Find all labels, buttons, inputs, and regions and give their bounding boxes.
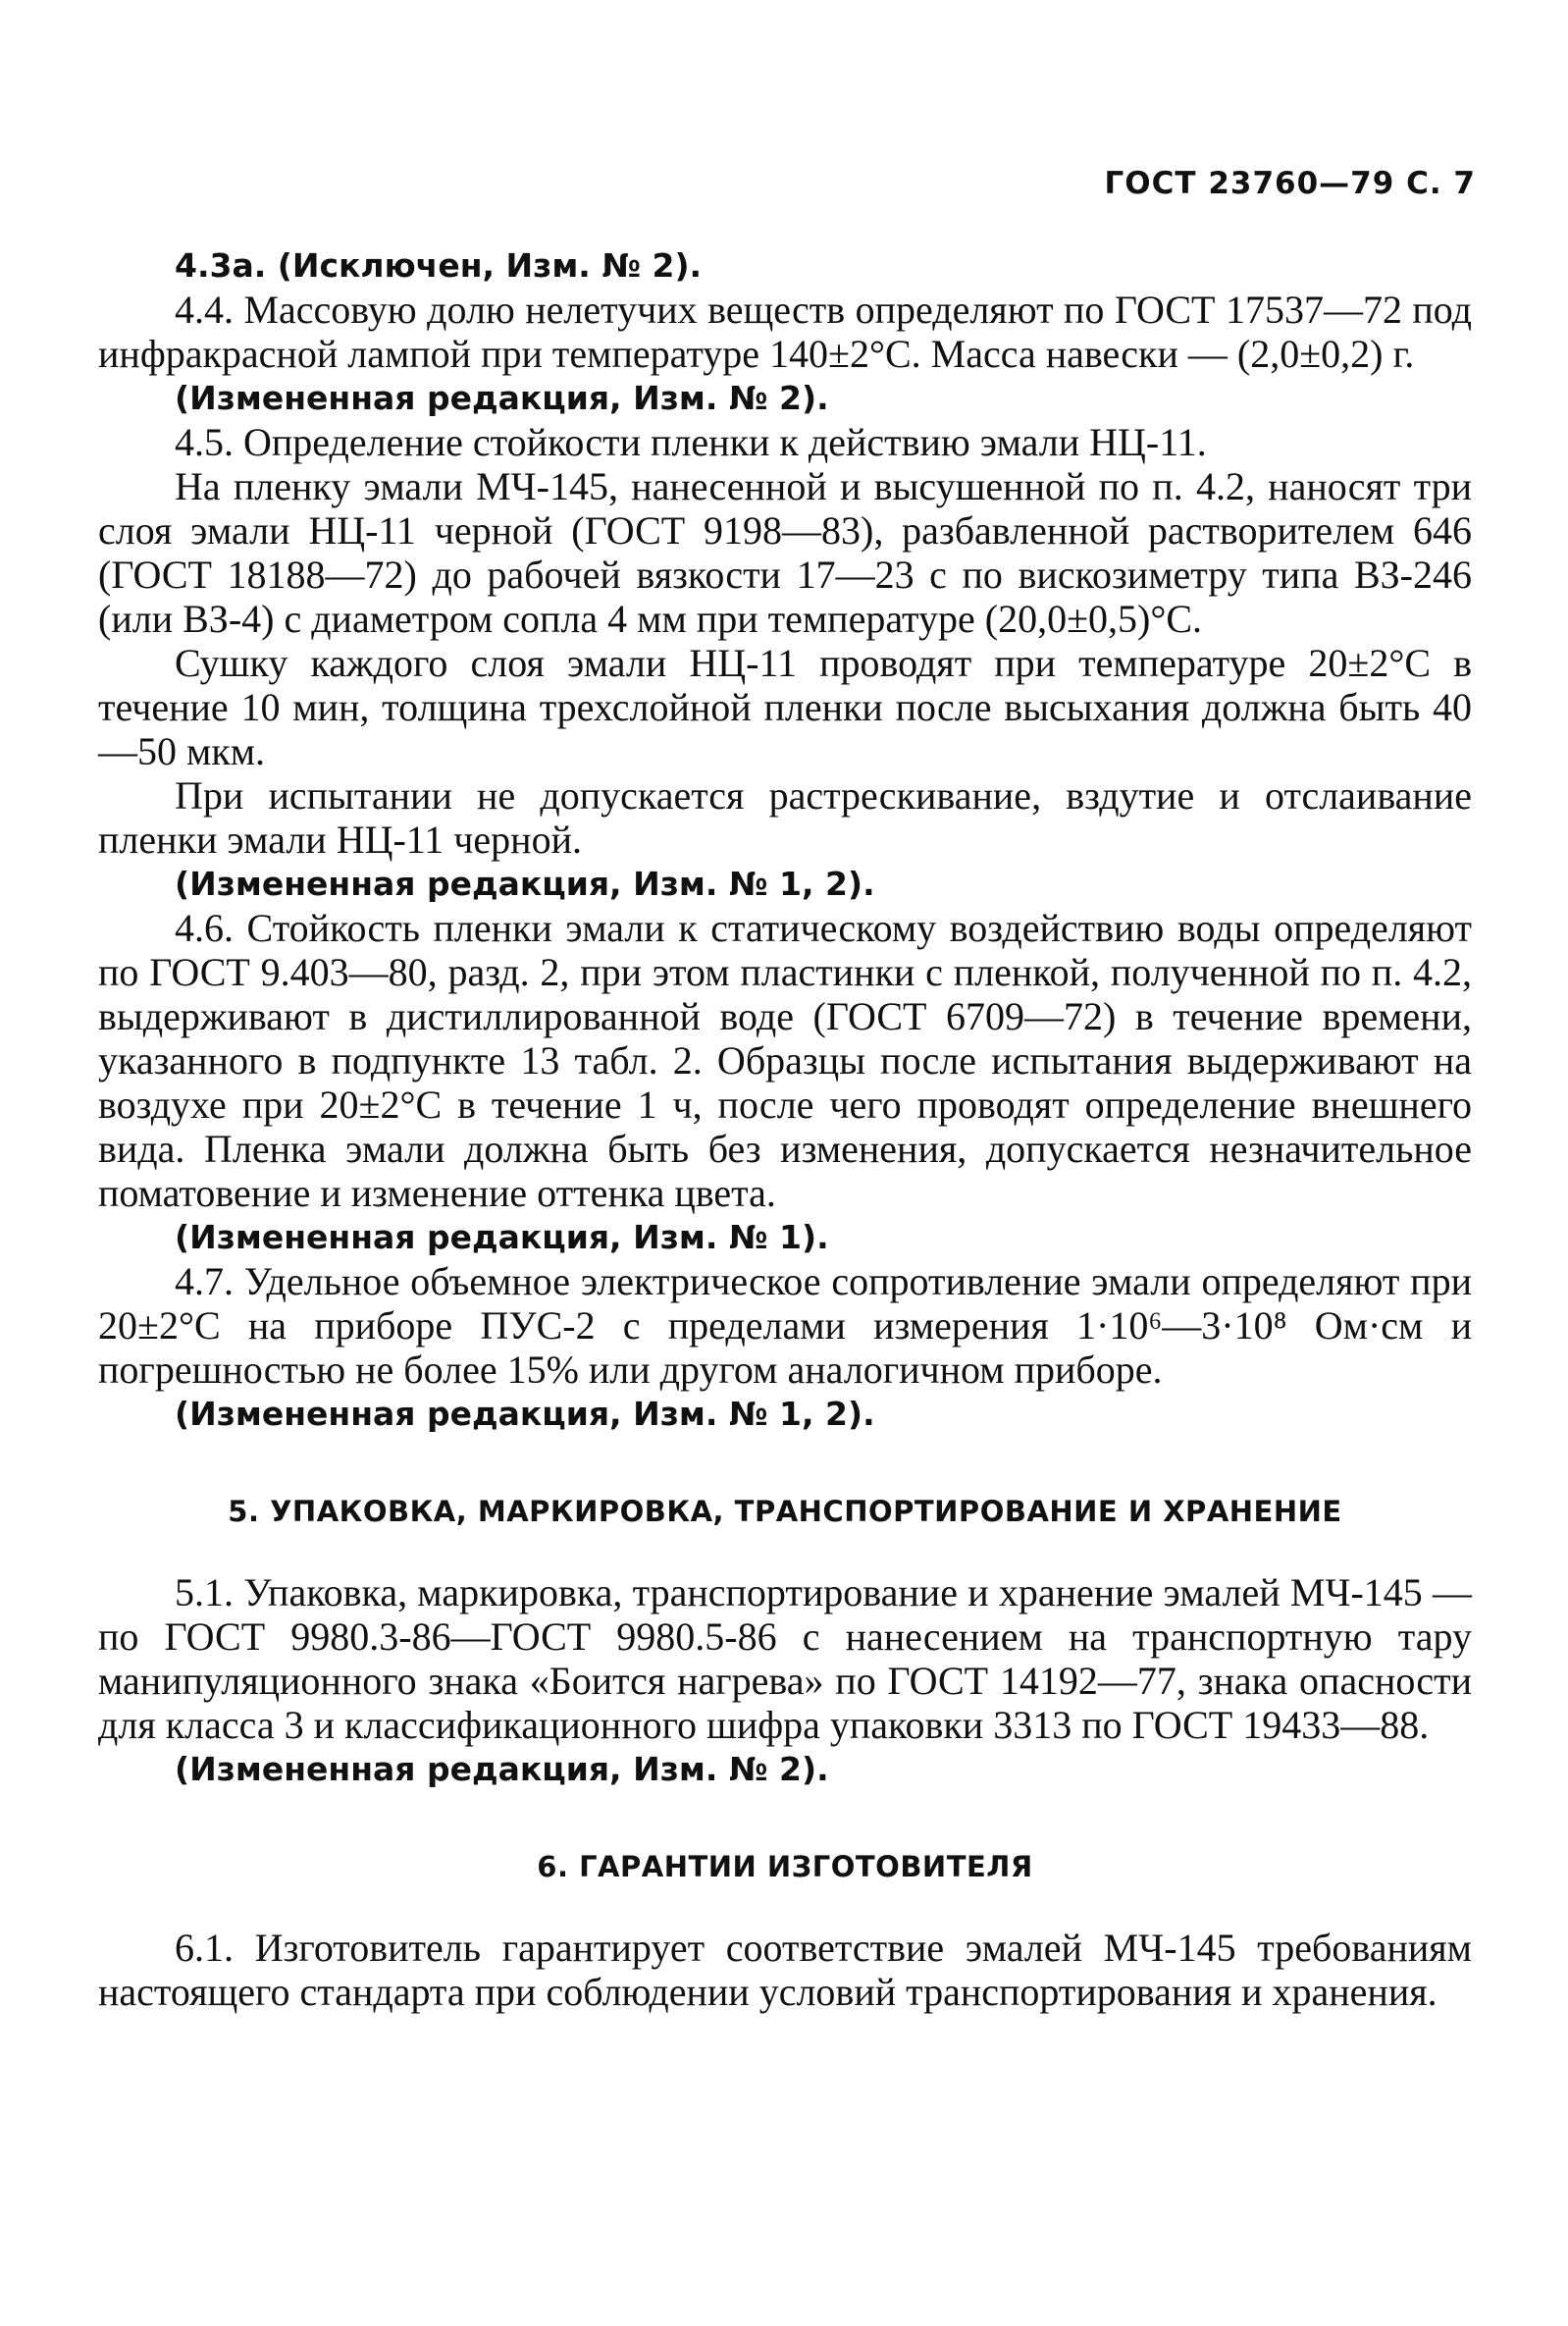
clause-4-5-paragraph-1: На пленку эмали МЧ-145, нанесенной и высушенной по п. 4.2, наносят три слоя эмали НЦ-11 черной (ГОСТ 9198—83), разбавленной растворителем 646 (ГОСТ 18188—72) до рабочей вязкости 17—23 с по вискозиметру типа ВЗ-246 (или ВЗ-4) с диаметром сопла 4 мм при температуре (20,0±0,5)°С.: [98, 464, 1472, 641]
clause-4-4: 4.4. Массовую долю нелетучих веществ определяют по ГОСТ 17537—72 под инфракрасной лампой при температуре 140±2°С. Масса навески — (2,0±0,2) г.: [98, 288, 1472, 376]
clause-4-3a: 4.3а. (Исключен, Изм. № 2).: [175, 246, 703, 285]
clause-6-1: 6.1. Изготовитель гарантирует соответствие эмалей МЧ-145 требованиям настоящего стандарта при соблюдении условий транспортирования и хранения.: [98, 1926, 1472, 2014]
amendment-note-4-5: (Измененная редакция, Изм. № 1, 2).: [175, 865, 875, 903]
document-page: [98, 0, 1476, 2326]
amendment-note-4-7: (Измененная редакция, Изм. № 1, 2).: [175, 1395, 875, 1433]
section-5-heading: 5. УПАКОВКА, МАРКИРОВКА, ТРАНСПОРТИРОВАНИЕ И ХРАНЕНИЕ: [228, 1495, 1342, 1528]
clause-4-5-paragraph-3: При испытании не допускается растрескивание, вздутие и отслаивание пленки эмали НЦ-11 черной.: [98, 773, 1472, 862]
section-6-heading: 6. ГАРАНТИИ ИЗГОТОВИТЕЛЯ: [537, 1850, 1033, 1883]
clause-4-7: 4.7. Удельное объемное электрическое сопротивление эмали определяют при 20±2°С на приборе ПУС-2 с пределами измерения 1·10⁶—3·10⁸ Ом·см и погрешностью не более 15% или другом аналогичном приборе.: [98, 1259, 1472, 1392]
document-body: [98, 243, 1472, 2014]
clause-4-5-title: 4.5. Определение стойкости пленки к действию эмали НЦ-11.: [175, 420, 1207, 464]
running-header: ГОСТ 23760—79 С. 7: [1104, 166, 1476, 201]
clause-4-6: 4.6. Стойкость пленки эмали к статическому воздействию воды определяют по ГОСТ 9.403—80, разд. 2, при этом пластинки с пленкой, полученной по п. 4.2, выдерживают в дистиллированной воде (ГОСТ 6709—72) в течение времени, указанного в подпункте 13 табл. 2. Образцы после испытания выдерживают на воздухе при 20±2°С в течение 1 ч, после чего проводят определение внешнего вида. Пленка эмали должна быть без изменения, допускается незначительное поматовение и изменение оттенка цвета.: [98, 906, 1472, 1215]
amendment-note-4-4: (Измененная редакция, Изм. № 2).: [175, 379, 829, 417]
clause-5-1: 5.1. Упаковка, маркировка, транспортирование и хранение эмалей МЧ-145 — по ГОСТ 9980.3-86—ГОСТ 9980.5-86 с нанесением на транспортную тару манипуляционного знака «Боится нагрева» по ГОСТ 14192—77, знака опасности для класса 3 и классификационного шифра упаковки 3313 по ГОСТ 19433—88.: [98, 1570, 1472, 1747]
clause-4-5-paragraph-2: Сушку каждого слоя эмали НЦ-11 проводят при температуре 20±2°С в течение 10 мин, толщина трехслойной пленки после высыхания должна быть 40—50 мкм.: [98, 641, 1472, 773]
amendment-note-5-1: (Измененная редакция, Изм. № 2).: [175, 1750, 829, 1788]
amendment-note-4-6: (Измененная редакция, Изм. № 1).: [175, 1218, 829, 1256]
